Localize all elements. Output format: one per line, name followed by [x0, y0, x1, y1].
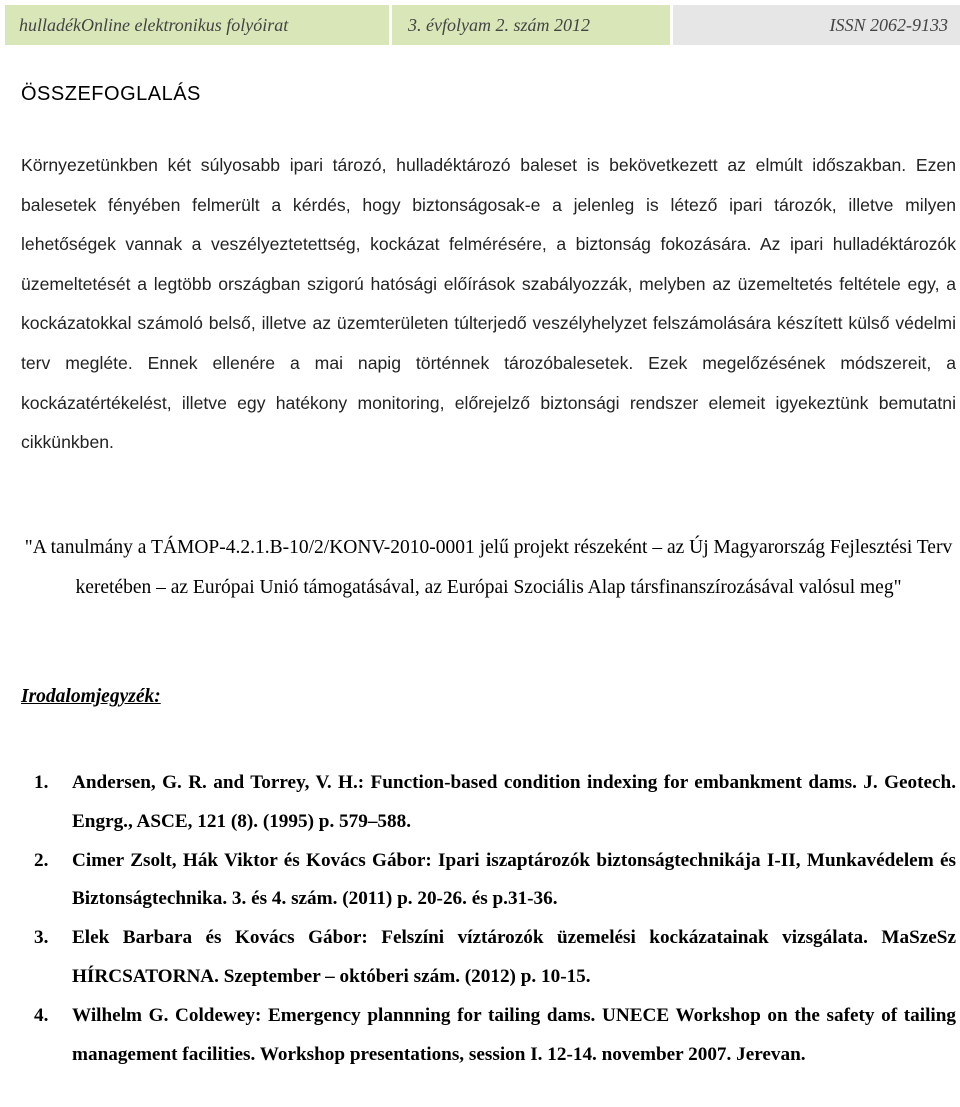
reference-number: 1. — [34, 772, 49, 793]
page-header — [5, 5, 960, 45]
reference-item — [21, 997, 956, 1075]
reference-text: Andersen, G. R. and Torrey, V. H.: Function-based condition indexing for embankment dams. J. Geotech. Engrg., ASCE, 121 (8). (1995) p. 579–588. — [72, 772, 956, 832]
issue-info: 3. évfolyam 2. szám 2012 — [392, 5, 670, 45]
reference-text: Wilhelm G. Coldewey: Emergency plannning for tailing dams. UNECE Workshop on the safety of tailing management facilities. Workshop presentations, session I. 12-14. november 2007. Jerevan. — [72, 1004, 956, 1065]
summary-paragraph: Környezetünkben két súlyosabb ipari tározó, hulladéktározó baleset is bekövetkezett az elmúlt időszakban. Ezen balesetek fényében felmerült a kérdés, hogy biztonságosak-e a jelenleg is létező ipari tározók, illetve milyen lehetőségek vannak a veszélyeztetettség, kockázat felmérésére, a biztonság fokozására. Az ipari hulladéktározók üzemeltetését a legtöbb országban szigorú hatósági előírások szabályozzák, melyben az üzemeltetés feltétele egy, a kockázatokkal számoló belső, illetve az üzemterületen túlterjedő veszélyhelyzet felszámolására készített külső védelmi terv megléte. Ennek ellenére a mai napig történnek tározóbalesetek. Ezek megelőzésének módszereit, a kockázatértékelést, illetve egy hatékony monitoring, előrejelző biztonsági rendszer elemeit igyekeztünk bemutatni cikkünkben. — [21, 155, 956, 453]
reference-number: 2. — [34, 849, 49, 871]
reference-text: Cimer Zsolt, Hák Viktor és Kovács Gábor: Ipari iszaptározók biztonságtechnikája I-II, Munkavédelem és Biztonságtechnika. 3. és 4. szám. (2011) p. 20-26. és p.31-36. — [72, 849, 956, 910]
reference-item — [21, 764, 956, 842]
bibliography-title: Irodalomjegyzék: — [21, 686, 161, 707]
reference-list — [21, 764, 956, 1074]
reference-item — [21, 919, 956, 997]
reference-number: 4. — [34, 1004, 49, 1026]
journal-name: hulladékOnline elektronikus folyóirat — [5, 5, 389, 45]
reference-text: Elek Barbara és Kovács Gábor: Felszíni víztározók üzemelési kockázatainak vizsgálata. MaSzeSz HÍRCSATORNA. Szeptember – októberi szám. (2012) p. 10-15. — [72, 927, 956, 987]
issn: ISSN 2062-9133 — [673, 5, 960, 45]
reference-item — [21, 842, 956, 920]
funding-statement: "A tanulmány a TÁMOP-4.2.1.B-10/2/KONV-2010-0001 jelű projekt részeként – az Új Magyarország Fejlesztési Terv keretében – az Európai Unió támogatásával, az Európai Szociális Alap társfinanszírozásával valósul meg" — [24, 537, 953, 598]
reference-number: 3. — [34, 927, 49, 949]
summary-title: ÖSSZEFOGLALÁS — [21, 83, 201, 105]
